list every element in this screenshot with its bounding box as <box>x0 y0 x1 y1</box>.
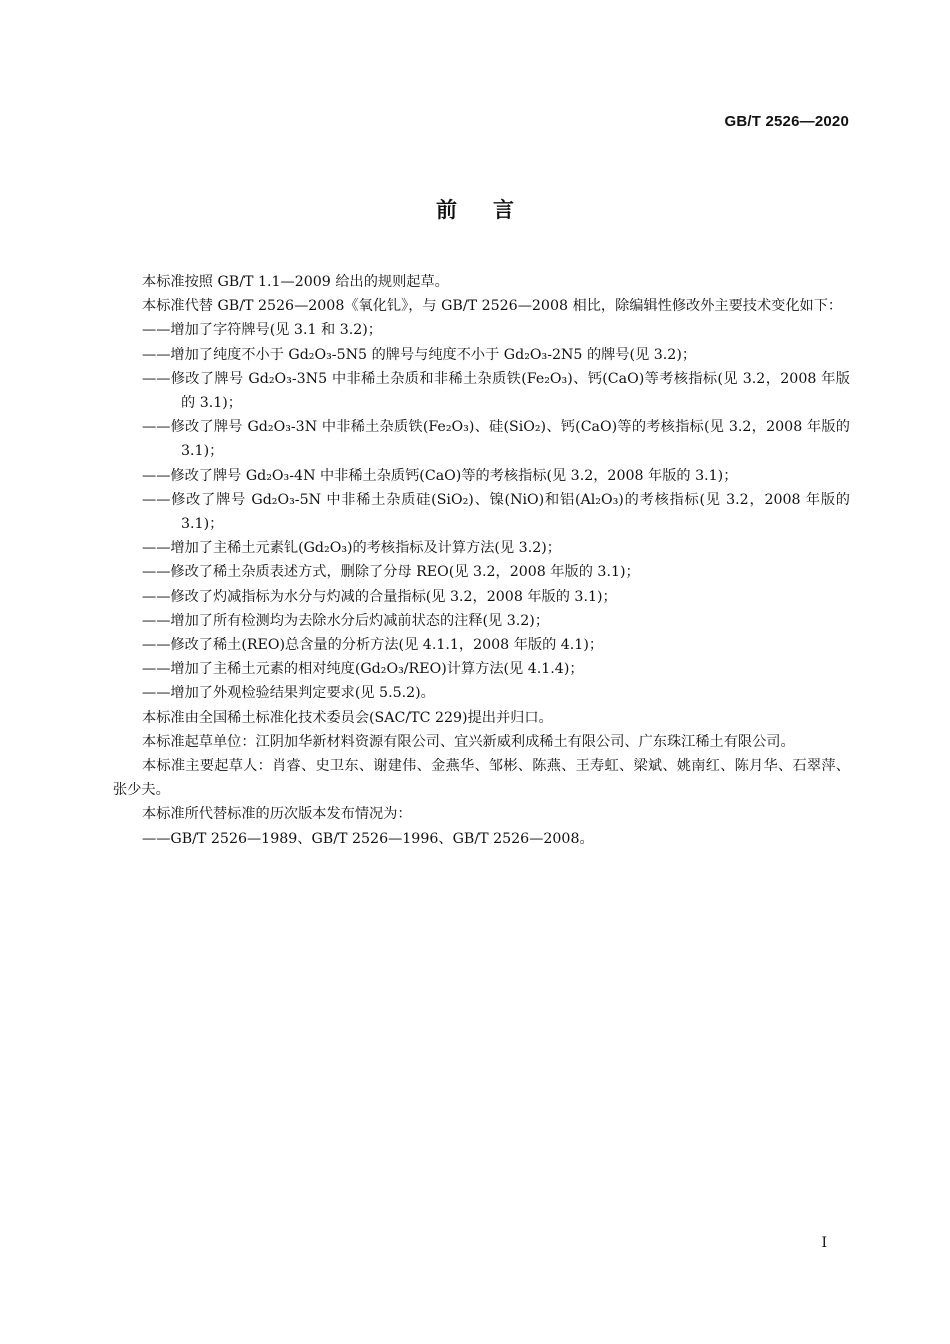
list-item: ——增加了字符牌号(见 3.1 和 3.2)； <box>142 322 382 339</box>
foreword-body <box>113 270 850 851</box>
list-item: ——修改了牌号 Gd₂O₃-3N5 中非稀土杂质和非稀土杂质铁(Fe₂O₃)、钙(CaO)等考核指标(见 3.2，2008 年版的 3.1)； <box>142 370 850 412</box>
list-item: ——增加了纯度不小于 Gd₂O₃-5N5 的牌号与纯度不小于 Gd₂O₃-2N5 的牌号(见 3.2)； <box>142 346 697 363</box>
list-item: ——修改了牌号 Gd₂O₃-3N 中非稀土杂质铁(Fe₂O₃)、硅(SiO₂)、钙(CaO)等的考核指标(见 3.2，2008 年版的 3.1)； <box>142 419 850 460</box>
standard-code: GB/T 2526—2020 <box>724 113 849 130</box>
paragraph: 本标准主要起草人：肖睿、史卫东、谢建伟、金燕华、邹彬、陈燕、王寿虹、梁斌、姚南红、陈月华、石翠萍、张少夫。 <box>113 758 850 799</box>
list-item: ——增加了所有检测均为去除水分后灼减前状态的注释(见 3.2)； <box>142 612 550 629</box>
page-number: I <box>821 1235 827 1251</box>
paragraph: 本标准起草单位：江阴加华新材料资源有限公司、宜兴新威利成稀土有限公司、广东珠江稀土有限公司。 <box>142 733 795 750</box>
list-item: ——修改了牌号 Gd₂O₃-4N 中非稀土杂质钙(CaO)等的考核指标(见 3.2，2008 年版的 3.1)； <box>142 467 738 484</box>
paragraph: 本标准由全国稀土标准化技术委员会(SAC/TC 229)提出并归口。 <box>142 709 553 726</box>
list-item: ——修改了稀土(REO)总含量的分析方法(见 4.1.1，2008 年版的 4.1)； <box>142 637 604 654</box>
list-item: ——修改了牌号 Gd₂O₃-5N 中非稀土杂质硅(SiO₂)、镍(NiO)和铝(Al₂O₃)的考核指标(见 3.2，2008 年版的 3.1)； <box>142 491 850 533</box>
paragraph: 本标准代替 GB/T 2526—2008《氧化钆》，与 GB/T 2526—2008 相比，除编辑性修改外主要技术变化如下： <box>142 298 843 315</box>
page-title: 前言 <box>436 198 550 222</box>
list-item: ——增加了主稀土元素钆(Gd₂O₃)的考核指标及计算方法(见 3.2)； <box>142 540 561 557</box>
list-item: ——增加了外观检验结果判定要求(见 5.5.2)。 <box>142 685 435 702</box>
history-item: ——GB/T 2526—1989、GB/T 2526—1996、GB/T 2526—2008。 <box>142 830 594 847</box>
list-item: ——增加了主稀土元素的相对纯度(Gd₂O₃/REO)计算方法(见 4.1.4)； <box>142 661 584 678</box>
paragraph: 本标准按照 GB/T 1.1—2009 给出的规则起草。 <box>142 274 449 290</box>
list-item: ——修改了灼减指标为水分与灼减的合量指标(见 3.2，2008 年版的 3.1)； <box>142 588 617 605</box>
list-item: ——修改了稀土杂质表述方式，删除了分母 REO(见 3.2，2008 年版的 3.1)； <box>142 564 640 581</box>
paragraph: 本标准所代替标准的历次版本发布情况为： <box>142 806 412 823</box>
changes-list <box>113 318 850 705</box>
